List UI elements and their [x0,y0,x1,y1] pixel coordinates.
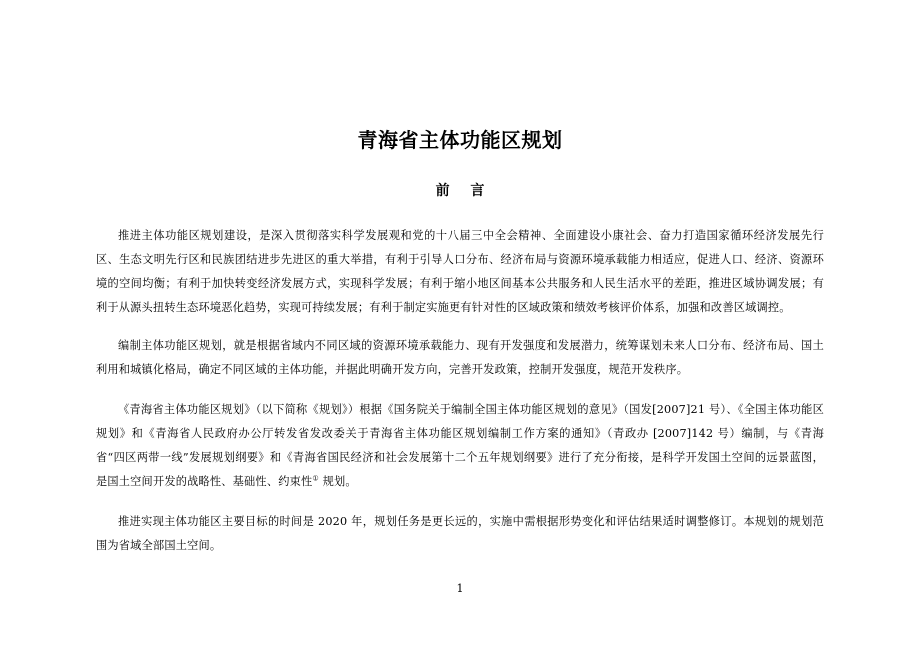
footnote-marker[interactable]: ① [312,474,319,483]
paragraph-4: 推进实现主体功能区主要目标的时间是 2020 年，规划任务是更长远的，实施中需根据形势变化和评估结果适时调整修订。本规划的规划范围为省域全部国土空间。 [96,515,824,552]
paragraph-1: 推进主体功能区规划建设，是深入贯彻落实科学发展观和党的十八届三中全会精神、全面建设小康社会、奋力打造国家循环经济发展先行区、生态文明先行区和民族团结进步先进区的重大举措，有利于引导人口分布、经济布局与资源环境承载能力相适应，促进人口、经济、资源环境的空间均衡；有利于加快转变经济发展方式，实现科学发展；有利于缩小地区间基本公共服务和人民生活水平的差距，推进区域协调发展；有利于从源头扭转生态环境恶化趋势，实现可持续发展；有利于制定实施更有针对性的区域政策和绩效考核评价体系，加强和改善区域调控。 [96,229,824,314]
document-title: 青海省主体功能区规划 [357,128,563,152]
paragraph-3 [96,398,824,494]
page-number: 1 [456,582,464,595]
paragraph-3-ending: 规划。 [318,475,357,488]
paragraph-2: 编制主体功能区规划，就是根据省域内不同区域的资源环境承载能力、现有开发强度和发展潜力，统筹谋划未来人口分布、经济布局、国土利用和城镇化格局，确定不同区域的主体功能，并据此明确开发方向，完善开发政策，控制开发强度，规范开发秩序。 [96,339,824,376]
paragraph-3-text: 《青海省主体功能区规划》（以下简称《规划》）根据《国务院关于编制全国主体功能区规划的意见》（国发[2007]21 号）、《全国主体功能区规划》和《青海省人民政府办公厅转发省发改委关于青海省主体功能区规划编制工作方案的通知》（青政办 [2007]142 号）编制，与《青海省“四区两带一线”发展规划纲要》和《青海省国民经济和社会发展第十二个五年规划纲要》进行了充分衔接，是科学开发国土空间的远景蓝图，是国土空间开发的战略性、基础性、约束性 [96,403,824,488]
section-heading: 前 言 [435,183,493,199]
